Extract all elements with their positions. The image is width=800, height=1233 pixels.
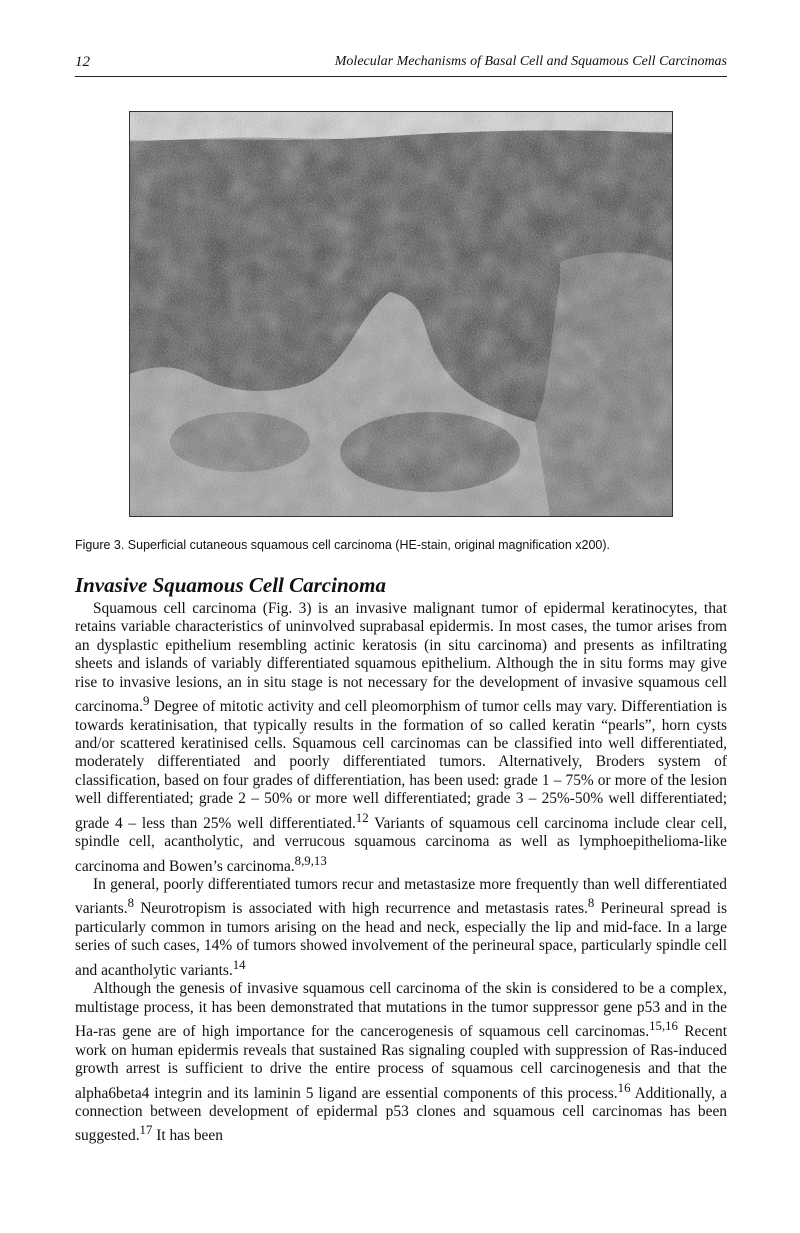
figure-caption: Figure 3. Superficial cutaneous squamous cell carcinoma (HE-stain, original magnification x200).	[75, 538, 610, 552]
citation: 15,16	[649, 1019, 678, 1034]
citation: 17	[139, 1123, 153, 1138]
paragraph: Squamous cell carcinoma (Fig. 3) is an invasive malignant tumor of epidermal keratinocytes, that retains variable characteristics of uninvolved suprabasal epidermis. In most cases, the tumor arises from an dysplastic epithelium resembling actinic keratosis (in situ carcinoma) and presents as infiltrating sheets and islands of variably differentiated squamous epithelium. Although the in situ forms may give rise to invasive lesions, an in situ stage is not necessary for the development of invasive squamous cell carcinoma.$^9$ Degree of mitotic activity and cell pleomorphism of tumor cells may vary. Differentiation is towards keratinisation, that typically results in the formation of so called keratin “pearls”, horn cysts and/or scattered keratinised cells. Squamous cell carcinomas can be classified into well differentiated, moderately differentiated and poorly differentiated tumors. Alternatively, Broders system of classification, based on four grades of differentiation, has been used: grade 1 – 75% or more of the lesion well differentiated; grade 2 – 50% or more well differentiated; grade 3 – 25%-50% well differentiated; grade 4 – less than 25% well differentiated.$^{12}$ Variants of squamous cell carcinoma include clear cell, spindle cell, acantholytic, and verrucous squamous carcinoma as well as lymphoepithelioma-like carcinoma and Bowen’s carcinoma.$^{8,9,13}$	[75, 600, 727, 875]
running-header	[75, 54, 727, 77]
citation: 8,9,13	[294, 853, 327, 868]
citation: 16	[617, 1080, 631, 1095]
citation: 14	[232, 957, 246, 972]
citation: 8	[587, 896, 595, 911]
section-heading: Invasive Squamous Cell Carcinoma	[75, 573, 386, 597]
paragraph: Although the genesis of invasive squamous cell carcinoma of the skin is considered to be a complex, multistage process, it has been demonstrated that mutations in the tumor suppressor gene p53 and in the Ha-ras gene are of high importance for the cancerogenesis of squamous cell carcinomas.$^{15,16}$ Recent work on human epidermis reveals that sustained Ras signaling coupled with suppression of Ras-induced growth arrest is sufficient to drive the entire process of squamous cell carcinogenesis and that the alpha6beta4 integrin and its laminin 5 ligand are essential components of this process.$^{16}$ Additionally, a connection between development of epidermal p53 clones and squamous cell carcinomas has been suggested.$^{17}$ It has been	[75, 980, 727, 1145]
paragraph: In general, poorly differentiated tumors recur and metastasize more frequently than well differentiated variants.$^8$ Neurotropism is associated with high recurrence and metastasis rates.$^8$ Perineural spread is particularly common in tumors arising on the head and neck, especially the lip and mid-face. In a large series of such cases, 14% of tumors showed involvement of the perineural space, particularly spindle cell and acantholytic variants.$^{14}$	[75, 876, 727, 979]
citation: 12	[355, 810, 369, 825]
page-number: 12	[75, 54, 90, 70]
running-title: Molecular Mechanisms of Basal Cell and Squamous Cell Carcinomas	[334, 54, 727, 69]
histology-micrograph	[129, 111, 673, 517]
citation: 9	[142, 694, 150, 709]
citation: 8	[127, 896, 134, 911]
body-text	[75, 600, 727, 1146]
